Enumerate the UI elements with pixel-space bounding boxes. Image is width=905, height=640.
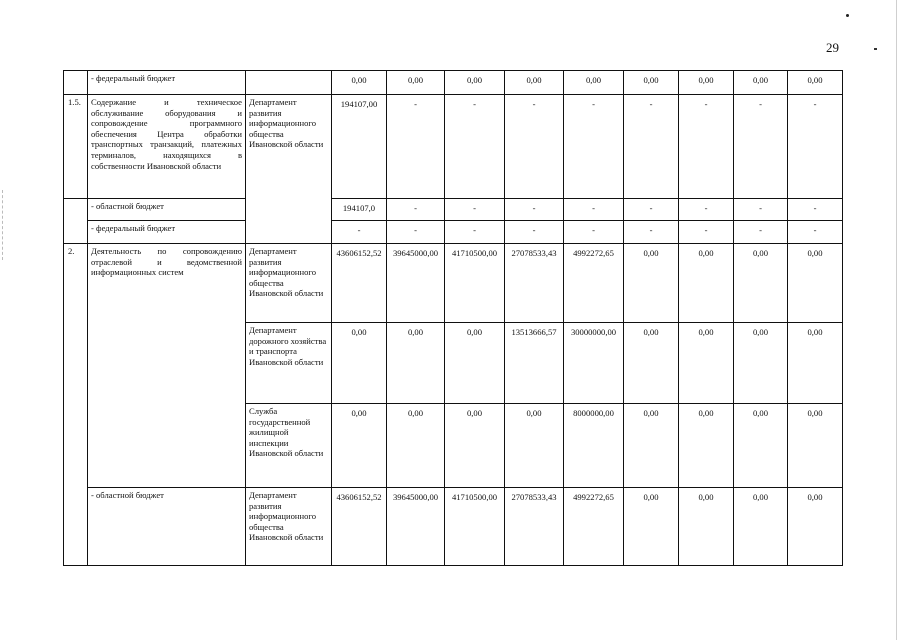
value-cell: - xyxy=(332,221,387,244)
budget-table xyxy=(63,70,843,566)
table-row xyxy=(64,323,843,404)
executor-cell: Служба государственной жилищной инспекции Ивановской области xyxy=(246,404,332,488)
scan-speck xyxy=(846,14,849,17)
value-cell: 41710500,00 xyxy=(445,244,505,323)
row-label: - федеральный бюджет xyxy=(88,71,246,95)
page-number: 29 xyxy=(826,40,839,55)
value-cell: 0,00 xyxy=(679,404,734,488)
value-cell: - xyxy=(679,199,734,221)
value-cell: 0,00 xyxy=(679,71,734,95)
scan-speck xyxy=(874,48,877,50)
binding-marks xyxy=(2,190,4,260)
value-cell: - xyxy=(505,95,564,199)
value-cell: 0,00 xyxy=(624,323,679,404)
value-cell: - xyxy=(387,199,445,221)
value-cell: 0,00 xyxy=(445,323,505,404)
value-cell: 0,00 xyxy=(445,71,505,95)
value-cell: 41710500,00 xyxy=(445,488,505,566)
description-cell xyxy=(88,404,246,488)
page-edge xyxy=(896,0,897,640)
value-cell: 0,00 xyxy=(505,404,564,488)
value-cell: 0,00 xyxy=(624,404,679,488)
value-cell: 0,00 xyxy=(564,71,624,95)
executor-cell: Департамент дорожного хозяйства и транспорта Ивановской области xyxy=(246,323,332,404)
value-cell: - xyxy=(788,95,843,199)
value-cell: 0,00 xyxy=(734,488,788,566)
value-cell: - xyxy=(387,221,445,244)
value-cell: - xyxy=(505,199,564,221)
value-cell: - xyxy=(788,199,843,221)
table-row xyxy=(64,404,843,488)
value-cell: 0,00 xyxy=(624,71,679,95)
num-cell xyxy=(64,199,88,221)
value-cell: 0,00 xyxy=(734,71,788,95)
table-row xyxy=(64,221,843,244)
value-cell: 0,00 xyxy=(332,404,387,488)
value-cell: - xyxy=(564,95,624,199)
value-cell: - xyxy=(505,221,564,244)
row-label: - федеральный бюджет xyxy=(88,221,246,244)
value-cell: 0,00 xyxy=(734,244,788,323)
item-description: Содержание и техническое обслуживание оборудования и сопровождение программного обеспечения Центра обработки транспортных транзакций, платежных терминалов, находящихся в собственности Ивановской области xyxy=(88,95,246,199)
value-cell: - xyxy=(387,95,445,199)
value-cell: - xyxy=(445,221,505,244)
value-cell: 0,00 xyxy=(788,488,843,566)
value-cell: 0,00 xyxy=(788,404,843,488)
row-label: - областной бюджет xyxy=(88,488,246,566)
value-cell: 39645000,00 xyxy=(387,244,445,323)
executor-cell: Департамент развития информационного общества Ивановской области xyxy=(246,244,332,323)
value-cell: 0,00 xyxy=(788,244,843,323)
value-cell: - xyxy=(734,221,788,244)
value-cell: 0,00 xyxy=(505,71,564,95)
value-cell: - xyxy=(679,221,734,244)
value-cell: - xyxy=(734,199,788,221)
value-cell: 4992272,65 xyxy=(564,244,624,323)
value-cell: 0,00 xyxy=(679,488,734,566)
value-cell: - xyxy=(788,221,843,244)
value-cell: 27078533,43 xyxy=(505,488,564,566)
row-label: - областной бюджет xyxy=(88,199,246,221)
value-cell: 0,00 xyxy=(734,404,788,488)
value-cell: - xyxy=(564,221,624,244)
value-cell: - xyxy=(624,199,679,221)
num-cell xyxy=(64,323,88,404)
value-cell: 0,00 xyxy=(624,244,679,323)
value-cell: 0,00 xyxy=(387,71,445,95)
value-cell: 0,00 xyxy=(387,323,445,404)
item-description: Деятельность по сопровождению отраслевой и ведомственной информационных систем xyxy=(88,244,246,323)
value-cell: 0,00 xyxy=(624,488,679,566)
num-cell xyxy=(64,488,88,566)
value-cell: 0,00 xyxy=(332,323,387,404)
value-cell: 194107,0 xyxy=(332,199,387,221)
value-cell: 30000000,00 xyxy=(564,323,624,404)
value-cell: - xyxy=(624,221,679,244)
value-cell: 0,00 xyxy=(679,323,734,404)
value-cell: 0,00 xyxy=(734,323,788,404)
value-cell: 0,00 xyxy=(788,323,843,404)
item-number: 1.5. xyxy=(64,95,88,199)
table-row xyxy=(64,71,843,95)
num-cell xyxy=(64,404,88,488)
value-cell: 0,00 xyxy=(387,404,445,488)
value-cell: 39645000,00 xyxy=(387,488,445,566)
table-row xyxy=(64,95,843,199)
value-cell: 0,00 xyxy=(788,71,843,95)
executor-cell xyxy=(246,199,332,221)
value-cell: - xyxy=(445,199,505,221)
executor-cell xyxy=(246,71,332,95)
value-cell: - xyxy=(564,199,624,221)
value-cell: 43606152,52 xyxy=(332,244,387,323)
description-cell xyxy=(88,323,246,404)
value-cell: 194107,00 xyxy=(332,95,387,199)
value-cell: 0,00 xyxy=(679,244,734,323)
table-row xyxy=(64,488,843,566)
value-cell: 4992272,65 xyxy=(564,488,624,566)
value-cell: - xyxy=(445,95,505,199)
num-cell xyxy=(64,221,88,244)
value-cell: 0,00 xyxy=(332,71,387,95)
value-cell: 13513666,57 xyxy=(505,323,564,404)
value-cell: 43606152,52 xyxy=(332,488,387,566)
value-cell: - xyxy=(734,95,788,199)
value-cell: 0,00 xyxy=(445,404,505,488)
value-cell: 8000000,00 xyxy=(564,404,624,488)
executor-cell: Департамент развития информационного общества Ивановской области xyxy=(246,95,332,199)
item-number: 2. xyxy=(64,244,88,323)
value-cell: - xyxy=(679,95,734,199)
num-cell xyxy=(64,71,88,95)
executor-cell: Департамент развития информационного общества Ивановской области xyxy=(246,488,332,566)
table-row xyxy=(64,244,843,323)
value-cell: - xyxy=(624,95,679,199)
table-row xyxy=(64,199,843,221)
executor-cell xyxy=(246,221,332,244)
value-cell: 27078533,43 xyxy=(505,244,564,323)
